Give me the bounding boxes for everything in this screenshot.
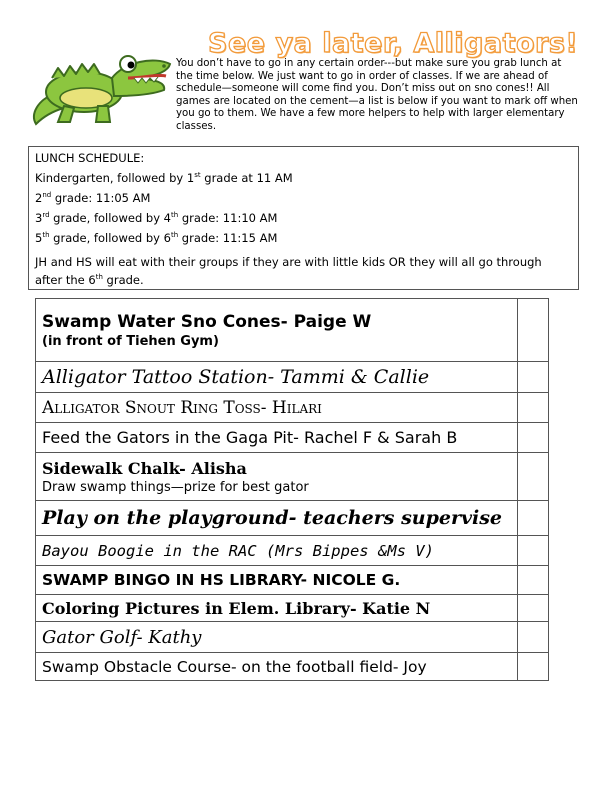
lunch-grade-3: 3rd grade, followed by 4th grade: 11:10 AM <box>35 211 278 225</box>
checkoff-box[interactable] <box>518 423 549 453</box>
activity-detail: Draw swamp things—prize for best gator <box>42 479 309 495</box>
table-row <box>36 453 549 501</box>
activity-detail: (in front of Tiehen Gym) <box>42 333 219 349</box>
activity-label: Alligator Tattoo Station- Tammi & Callie <box>42 366 430 388</box>
activity-label: Feed the Gators in the Gaga Pit- Rachel F & Sarah B <box>42 428 458 447</box>
alligator-icon <box>24 34 174 130</box>
table-row <box>36 622 549 653</box>
checkoff-box[interactable] <box>518 595 549 622</box>
checkoff-box[interactable] <box>518 393 549 423</box>
checkoff-box[interactable] <box>518 622 549 653</box>
table-row <box>36 362 549 393</box>
checkoff-box[interactable] <box>518 536 549 566</box>
activity-label: Sidewalk Chalk- Alisha <box>42 458 247 478</box>
activity-cell <box>36 595 518 622</box>
checkoff-box[interactable] <box>518 299 549 362</box>
activity-label: SWAMP BINGO IN HS LIBRARY- NICOLE G. <box>42 571 401 589</box>
page-title: See ya later, Alligators! <box>208 28 579 59</box>
activity-cell <box>36 362 518 393</box>
activity-cell <box>36 453 518 501</box>
activity-label: Gator Golf- Kathy <box>42 626 202 648</box>
table-row <box>36 423 549 453</box>
lunch-heading: LUNCH SCHEDULE: <box>35 151 145 165</box>
activity-label: Bayou Boogie in the RAC (Mrs Bippes &Ms V) <box>42 541 434 560</box>
activity-cell <box>36 653 518 681</box>
table-row <box>36 653 549 681</box>
activity-cell <box>36 501 518 536</box>
lunch-kindergarten: Kindergarten, followed by 1st grade at 11 AM <box>35 171 293 185</box>
activity-label: Swamp Obstacle Course- on the football field- Joy <box>42 657 427 676</box>
table-row <box>36 566 549 595</box>
activity-label: Swamp Water Sno Cones- Paige W <box>42 311 372 332</box>
activities-table <box>35 298 549 681</box>
lunch-schedule-box <box>28 146 579 290</box>
activity-cell <box>36 536 518 566</box>
lunch-grade-5: 5th grade, followed by 6th grade: 11:15 AM <box>35 231 278 245</box>
lunch-note: JH and HS will eat with their groups if they are with little kids OR they will all go through after the 6th grade. <box>35 255 542 287</box>
activity-cell <box>36 393 518 423</box>
lunch-grade-2: 2nd grade: 11:05 AM <box>35 191 151 205</box>
activity-cell <box>36 566 518 595</box>
table-row <box>36 501 549 536</box>
checkoff-box[interactable] <box>518 653 549 681</box>
table-row <box>36 536 549 566</box>
activity-cell <box>36 423 518 453</box>
checkoff-box[interactable] <box>518 362 549 393</box>
checkoff-box[interactable] <box>518 566 549 595</box>
table-row <box>36 299 549 362</box>
table-row <box>36 393 549 423</box>
checkoff-box[interactable] <box>518 453 549 501</box>
activity-label: Alligator Snout Ring Toss- Hilari <box>42 397 322 418</box>
activity-label: Coloring Pictures in Elem. Library- Katie N <box>42 598 431 618</box>
activity-cell <box>36 622 518 653</box>
intro-paragraph: You don’t have to go in any certain order---but make sure you grab lunch at the time below. We just want to go in order of classes. If we are ahead of schedule—someone will come find you. Don’t miss out on sno cones!! All games are located on the cement—a list is below if you want to mark off when you go to them. We have a few more helpers to help with larger elementary classes. <box>176 58 578 132</box>
activity-cell <box>36 299 518 362</box>
activity-label: Play on the playground- teachers supervise <box>42 507 503 529</box>
table-row <box>36 595 549 622</box>
checkoff-box[interactable] <box>518 501 549 536</box>
